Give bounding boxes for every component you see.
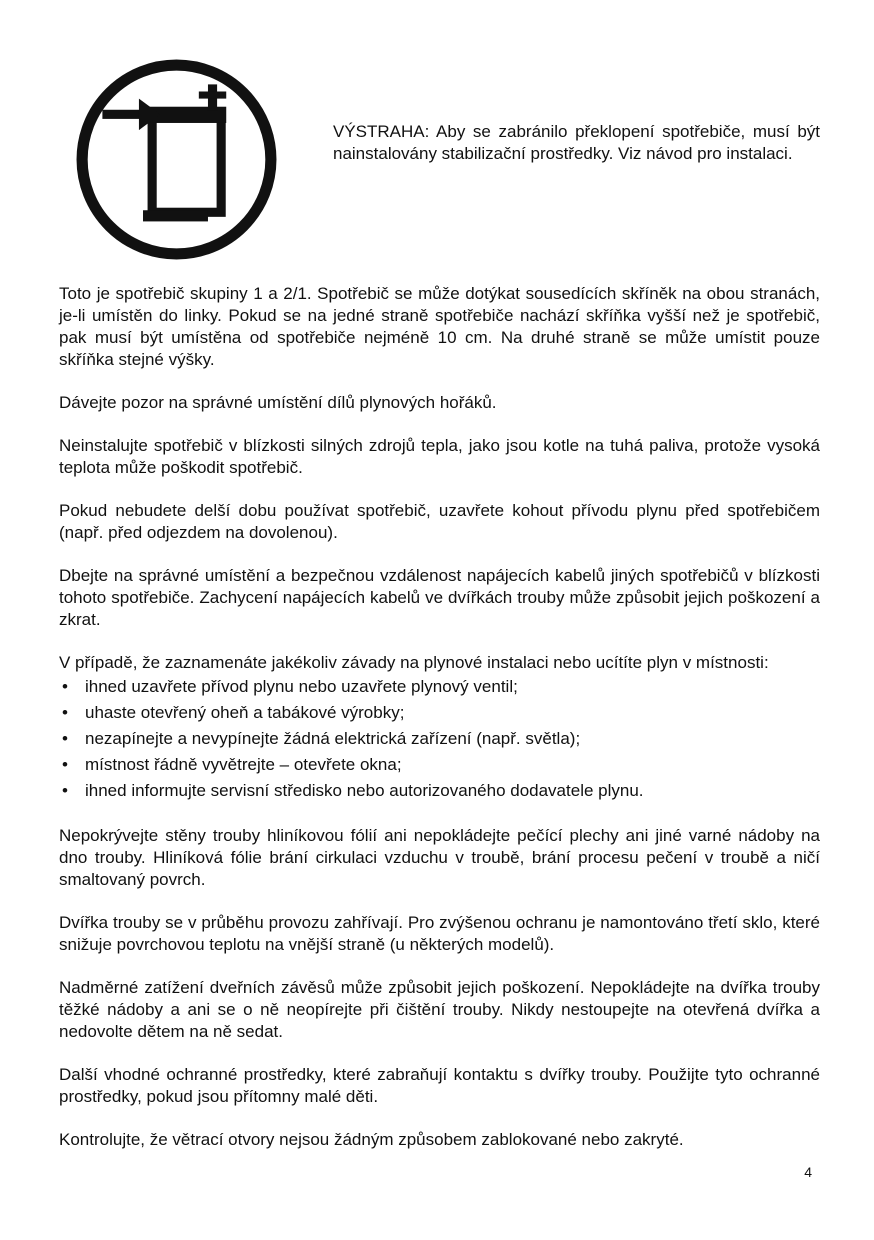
bullet-item: • místnost řádně vyvětrejte – otevřete okna; (59, 752, 820, 778)
bullet-item: • nezapínejte a nevypínejte žádná elektrická zařízení (např. světla); (59, 726, 820, 752)
paragraph: V případě, že zaznamenáte jakékoliv závady na plynové instalaci nebo ucítíte plyn v místnosti: (59, 653, 769, 672)
paragraph: Nadměrné zatížení dveřních závěsů může způsobit jejich poškození. Nepokládejte na dvířka trouby těžké nádoby a ani se o ně neopírejte při čištění trouby. Nikdy nestoupejte na otevřená dvířka a nedovolte dětem na ně sedat. (59, 978, 820, 1041)
paragraph: Toto je spotřebič skupiny 1 a 2/1. Spotřebič se může dotýkat sousedících skříněk na obou stranách, je-li umístěn do linky. Pokud se na jedné straně spotřebiče nachází skříňka vyšší než je spotřebič, pak musí být umístěna od spotřebiče nejméně 10 cm. Na druhé straně se může umístit pouze skříňka stejné výšky. (59, 284, 820, 369)
paragraph: Nepokrývejte stěny trouby hliníkovou fólií ani nepokládejte pečící plechy ani jiné varné nádoby na dno trouby. Hliníková fólie brání cirkulaci vzduchu v troubě, brání procesu pečení v troubě a ničí smaltovaný povrch. (59, 826, 820, 889)
tip-over-hazard-icon (75, 58, 278, 261)
paragraph: Dávejte pozor na správné umístění dílů plynových hořáků. (59, 393, 497, 412)
paragraph: Další vhodné ochranné prostředky, které zabraňují kontaktu s dvířky trouby. Použijte tyto ochranné prostředky, pokud jsou přítomny malé děti. (59, 1065, 820, 1106)
paragraph: Neinstalujte spotřebič v blízkosti silných zdrojů tepla, jako jsou kotle na tuhá paliva, protože vysoká teplota může poškodit spotřebič. (59, 436, 820, 477)
bullet-item: • ihned informujte servisní středisko nebo autorizovaného dodavatele plynu. (59, 778, 820, 804)
page-number: 4 (804, 1164, 812, 1180)
paragraph: Pokud nebudete delší dobu používat spotřebič, uzavřete kohout přívodu plynu před spotřebičem (např. před odjezdem na dovolenou). (59, 501, 820, 542)
bullet-item: • uhaste otevřený oheň a tabákové výrobky; (59, 700, 820, 726)
paragraph: Dbejte na správné umístění a bezpečnou vzdálenost napájecích kabelů jiných spotřebičů v blízkosti tohoto spotřebiče. Zachycení napájecích kabelů ve dvířkách trouby může způsobit jejich poškození a zkrat. (59, 566, 820, 629)
bullet-list (59, 674, 820, 804)
warning-text: VÝSTRAHA: Aby se zabránilo překlopení spotřebiče, musí být nainstalovány stabilizační prostředky. Viz návod pro instalaci. (333, 122, 820, 163)
warning-header (59, 58, 820, 263)
bullet-item: • ihned uzavřete přívod plynu nebo uzavřete plynový ventil; (59, 674, 820, 700)
paragraph: Dvířka trouby se v průběhu provozu zahřívají. Pro zvýšenou ochranu je namontováno třetí sklo, které snižuje povrchovou teplotu na vnější straně (u některých modelů). (59, 913, 820, 954)
paragraph: Kontrolujte, že větrací otvory nejsou žádným způsobem zablokované nebo zakryté. (59, 1130, 684, 1149)
